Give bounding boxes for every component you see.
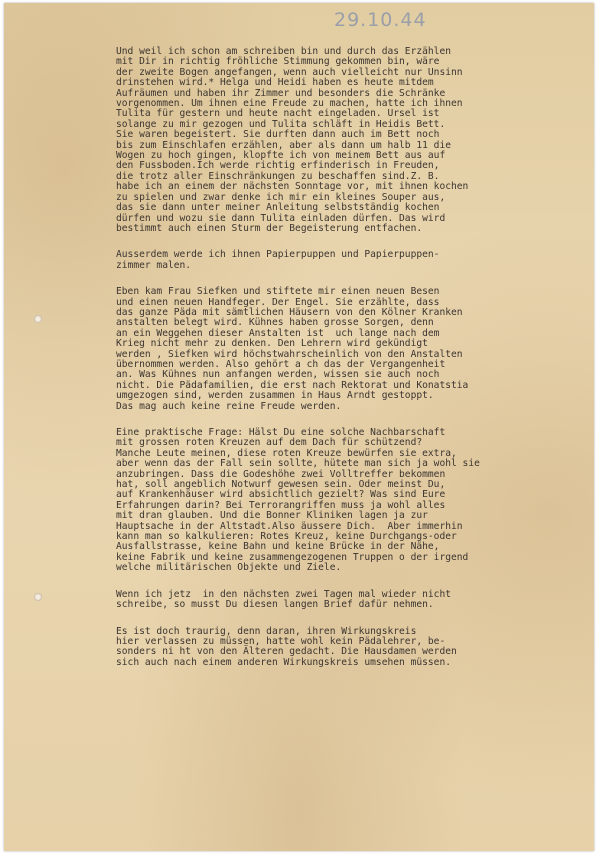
text-line: dürfen und wozu sie dann Tulita einladen dürfen. Das wird	[116, 212, 446, 224]
text-line: werden , Siefken wird höchstwahrscheinlich von den Anstalten	[116, 348, 463, 360]
letter-page	[4, 3, 594, 851]
text-line: Eben kam Frau Siefken und stiftete mir einen neuen Besen	[116, 286, 440, 298]
text-line: Das mag auch keine reine Freude werden.	[116, 400, 342, 412]
text-line: übernommen werden. Also gehört a ch das der Vergangenheit	[116, 358, 446, 370]
text-line: habe ich an einem der nächsten Sonntage vor, mit ihnen kochen	[116, 181, 469, 193]
punch-hole	[34, 593, 42, 601]
text-line: an. Was Kühnes nun anfangen werden, wissen sie auch noch	[116, 369, 440, 381]
text-line: zimmer malen.	[116, 259, 192, 271]
paragraph	[116, 250, 591, 271]
text-line: bestimmt auch einen Sturm der Begeisterung entfachen.	[116, 222, 423, 234]
text-line: Eine praktische Frage: Hälst Du eine solche Nachbarschaft	[116, 427, 446, 438]
text-line: das ganze Päda mit sämtlichen Häusern von den Kölner Kranken	[116, 306, 463, 318]
text-line: das sie dann unter meiner Anleitung selbstständig kochen	[116, 202, 440, 214]
paragraph	[116, 428, 591, 574]
paragraph	[116, 627, 591, 669]
punch-hole	[34, 315, 42, 323]
text-line: den Fussboden.Ich werde richtig erfinderisch in Freuden,	[116, 160, 440, 172]
text-line: mit grossen roten Kreuzen auf dem Dach für schützend?	[116, 437, 423, 449]
text-line: nicht. Die Pädafamilien, die erst nach Rektorat und Konatstia	[116, 379, 469, 391]
text-line: die trotz aller Einschränkungen zu beschaffen sind.Z. B.	[116, 170, 440, 182]
text-line: Wogen zu hoch gingen, klopfte ich von meinem Bett aus auf	[116, 150, 446, 162]
text-line: Tulita für gestern und heute nacht eingeladen. Ursel ist	[116, 108, 440, 120]
text-line: Manche Leute meinen, diese roten Kreuze bewürfen sie extra,	[116, 447, 457, 459]
text-line: welche militärischen Objekte und Ziele.	[116, 562, 342, 574]
text-line: Sie waren begeistert. Sie durften dann auch im Bett noch	[116, 129, 440, 141]
text-line: mit dran glauben. Und die Bonner Kliniken lagen ja zur	[116, 510, 428, 522]
paragraph	[116, 287, 591, 412]
paragraph	[116, 47, 591, 234]
letter-body	[116, 47, 591, 684]
text-line: und einen neuen Handfeger. Der Engel. Sie erzählte, dass	[116, 296, 440, 308]
text-line: zu spielen und zwar denke ich mir ein kleines Souper aus,	[116, 191, 446, 203]
text-line: umgezogen sind, werden zusammen in Haus Arndt gestoppt.	[116, 390, 434, 402]
text-line: hat, soll angeblich Notwurf gewesen sein. Oder meinst Du,	[116, 479, 446, 491]
text-line: der zweite Bogen angefangen, wenn auch vielleicht nur Unsinn	[116, 66, 463, 78]
text-line: anzubringen. Dass die Godeshöhe zwei Volltreffer bekommen	[116, 468, 446, 480]
text-line: Und weil ich schon am schreiben bin und durch das Erzählen	[116, 46, 452, 57]
text-line: auf Krankenhäuser wird absichtlich gezielt? Was sind Eure	[116, 489, 446, 501]
text-line: keine Fabrik und keine zusammengezogenen Truppen o der irgend	[116, 551, 469, 563]
text-line: bis zum Einschlafen erzählen, aber als dann um halb 11 die	[116, 139, 452, 151]
text-line: Hauptsache in der Altstadt.Also äussere Dich. Aber immerhin	[116, 520, 463, 532]
text-line: aber wenn das der Fall sein sollte, hütete man sich ja wohl sie	[116, 458, 480, 470]
handwritten-date: 29.10.44	[334, 9, 427, 31]
text-line: schreibe, so musst Du diesen langen Brief dafür nehmen.	[116, 599, 434, 611]
text-line: Aufräumen und haben ihr Zimmer und besonders die Schränke	[116, 87, 446, 99]
text-line: sich auch nach einem anderen Wirkungskreis umsehen müssen.	[116, 656, 452, 668]
text-line: hier verlassen zu müssen, hatte wohl kein Pädalehrer, be-	[116, 635, 446, 647]
text-line: kann man so kalkulieren: Rotes Kreuz, keine Durchgangs-oder	[116, 531, 457, 543]
text-line: Wenn ich jetz in den nächsten zwei Tagen mal wieder nicht	[116, 588, 452, 600]
text-line: Ausserdem werde ich ihnen Papierpuppen und Papierpuppen-	[116, 249, 440, 261]
text-line: mit Dir in richtig fröhliche Stimmung gekommen bin, wäre	[116, 56, 440, 68]
text-line: an ein Weggehen dieser Anstalten ist uch lange nach dem	[116, 327, 440, 339]
text-line: Erfahrungen darin? Bei Terrorangriffen muss ja wohl alles	[116, 499, 446, 511]
text-line: solange zu mir gezogen und Tulita schläft in Heidis Bett.	[116, 118, 446, 130]
text-line: Ausfallstrasse, keine Bahn und keine Brücke in der Nähe,	[116, 541, 440, 553]
text-line: sonders ni ht von den Älteren gedacht. Die Hausdamen werden	[116, 646, 457, 658]
text-line: anstalten belegt wird. Kühnes haben grosse Sorgen, denn	[116, 317, 434, 329]
text-line: Es ist doch traurig, denn daran, ihren Wirkungskreis	[116, 625, 417, 637]
text-line: Krieg nicht mehr zu denken. Den Lehrern wird gekündigt	[116, 338, 428, 350]
paragraph	[116, 590, 591, 611]
text-line: vorgenommen. Um ihnen eine Freude zu machen, hatte ich ihnen	[116, 98, 463, 110]
text-line: drinstehen wird.* Helga und Heidi haben es heute mitdem	[116, 77, 434, 89]
